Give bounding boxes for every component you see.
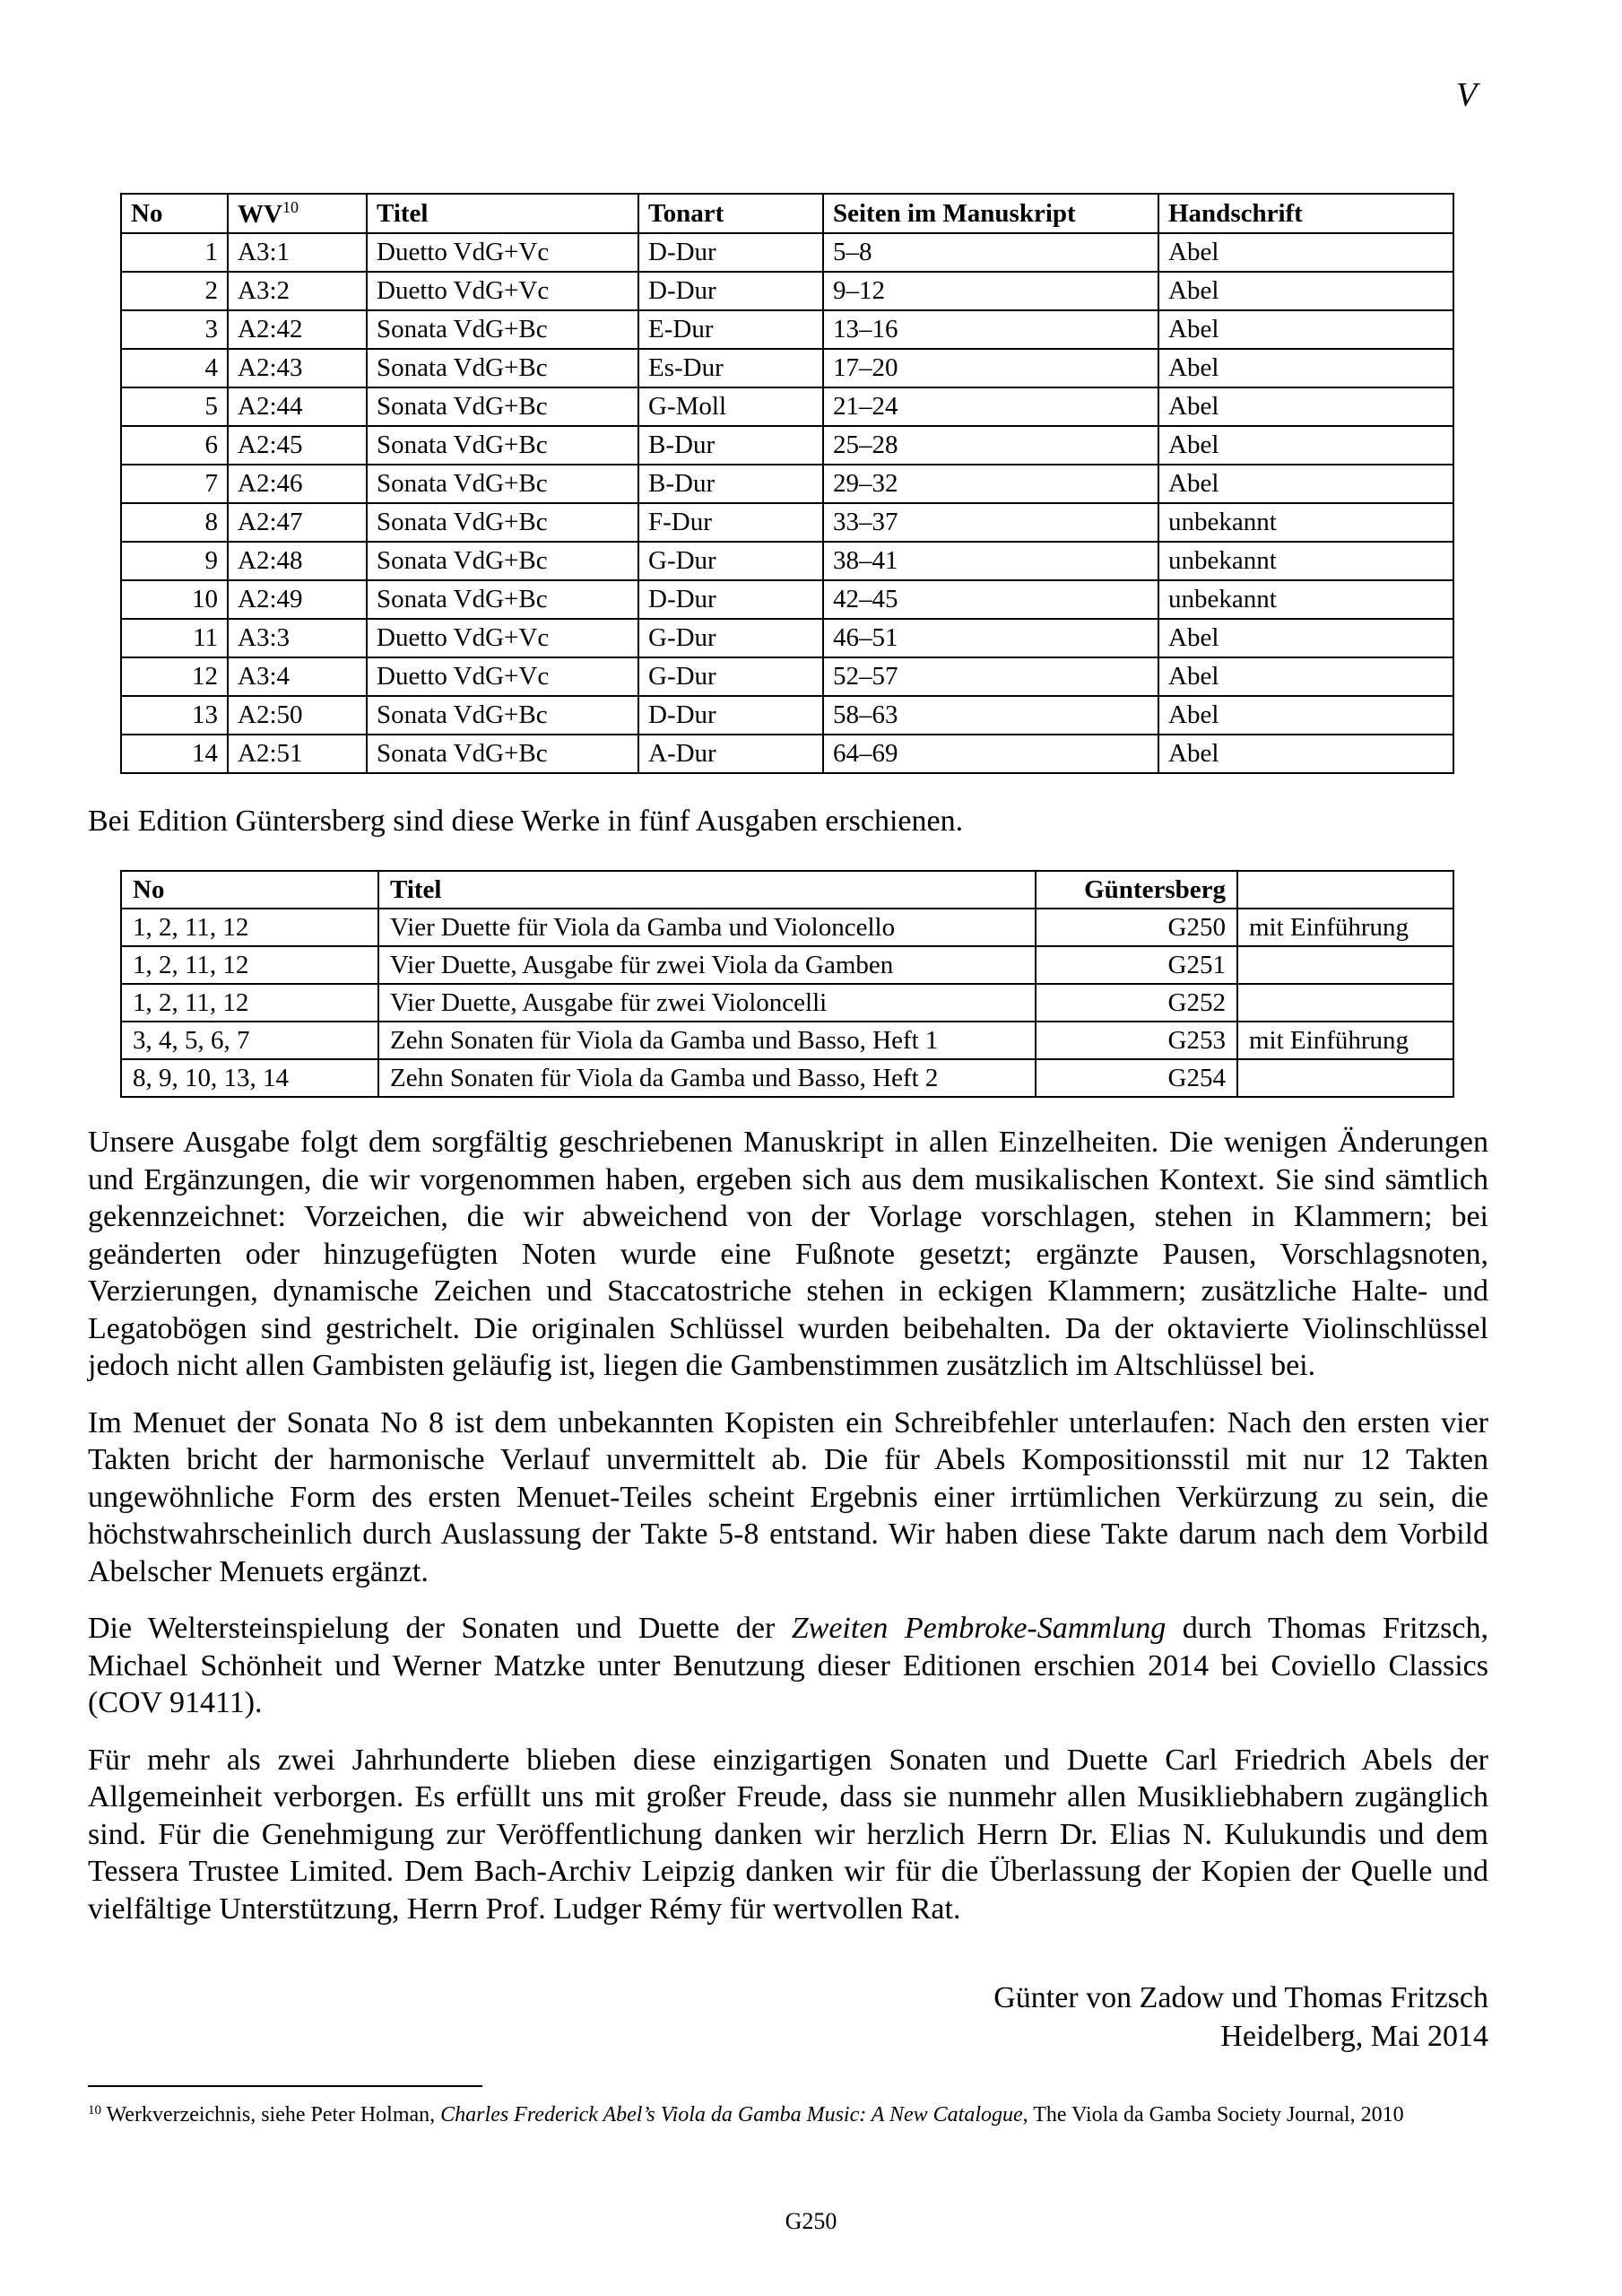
cell-handschrift: Abel [1158, 426, 1453, 465]
header-wv: WV$^{10}$ [228, 194, 367, 233]
cell-handschrift: unbekannt [1158, 542, 1453, 580]
cell-wv: A2:44 [228, 387, 367, 426]
cell-no: 2 [121, 272, 228, 310]
cell-seiten: 17–20 [823, 349, 1158, 387]
cell-titel: Sonata VdG+Bc [367, 465, 638, 503]
cell-handschrift: Abel [1158, 349, 1453, 387]
collection-title: Zweiten Pembroke-Sammlung [791, 1612, 1167, 1645]
cell-seiten: 13–16 [823, 310, 1158, 349]
cell-tonart: D-Dur [638, 696, 823, 735]
cell-seiten: 25–28 [823, 426, 1158, 465]
table-row [121, 619, 1453, 657]
cell-handschrift: Abel [1158, 272, 1453, 310]
cell-handschrift: Abel [1158, 233, 1453, 272]
editions-intro: Bei Edition Güntersberg sind diese Werke in fünf Ausgaben erschienen. [88, 804, 964, 838]
cell-titel: Duetto VdG+Vc [367, 233, 638, 272]
cell-handschrift: Abel [1158, 735, 1453, 773]
table-row [121, 696, 1453, 735]
table-row [121, 946, 1453, 984]
cell-handschrift: Abel [1158, 465, 1453, 503]
header-note [1237, 871, 1453, 909]
editions-table [120, 870, 1454, 1098]
cell-tonart: B-Dur [638, 465, 823, 503]
paragraph-menuet: Im Menuet der Sonata No 8 ist dem unbekannten Kopisten ein Schreibfehler unterlaufen: Nach den ersten vier Takten bricht der harmonische Verlauf unvermittelt ab. Die für Abels Kompositionsstil mit nur 12 Takten ungewöhnliche Form des ersten Menuet-Teiles scheint Ergebnis einer irrtümlichen Verkürzung zu sein, die höchstwahrscheinlich durch Auslassung der Takte 5-8 entstand. Wir haben diese Takte darum nach dem Vorbild Abelscher Menuets ergänzt. [88, 1405, 1488, 1588]
cell-titel: Vier Duette, Ausgabe für zwei Violoncelli [378, 984, 1036, 1022]
cell-seiten: 58–63 [823, 696, 1158, 735]
catalogue-title: Charles Frederick Abel’s Viola da Gamba Music: A New Catalogue [440, 2103, 1023, 2126]
paragraph-acknowledgements: Für mehr als zwei Jahrhunderte blieben diese einzigartigen Sonaten und Duette Carl Friedrich Abels der Allgemeinheit verborgen. Es erfüllt uns mit großer Freude, dass sie nunmehr allen Musikliebhabern zugänglich sind. Für die Genehmigung zur Veröffentlichung danken wir herzlich Herrn Dr. Elias N. Kulukundis und dem Tessera Trustee Limited. Dem Bach-Archiv Leipzig danken wir für die Überlassung der Kopien der Quelle und vielfältige Unterstützung, Herrn Prof. Ludger Rémy für wertvollen Rat. [88, 1743, 1488, 1926]
cell-handschrift: unbekannt [1158, 580, 1453, 619]
cell-note: mit Einführung [1237, 1022, 1453, 1059]
cell-no: 14 [121, 735, 228, 773]
cell-wv: A2:46 [228, 465, 367, 503]
cell-wv: A2:49 [228, 580, 367, 619]
table-row [121, 580, 1453, 619]
table-row [121, 503, 1453, 542]
table-row [121, 542, 1453, 580]
cell-titel: Sonata VdG+Bc [367, 503, 638, 542]
header-seiten: Seiten im Manuskript [823, 194, 1158, 233]
cell-no: 1, 2, 11, 12 [121, 984, 378, 1022]
cell-no: 8, 9, 10, 13, 14 [121, 1059, 378, 1097]
cell-wv: A2:43 [228, 349, 367, 387]
cell-seiten: 29–32 [823, 465, 1158, 503]
cell-tonart: D-Dur [638, 272, 823, 310]
header-handschrift: Handschrift [1158, 194, 1453, 233]
cell-no: 1 [121, 233, 228, 272]
header-titel: Titel [367, 194, 638, 233]
page-footer: G250 [785, 2208, 837, 2234]
cell-code: G250 [1036, 909, 1237, 946]
cell-titel: Duetto VdG+Vc [367, 619, 638, 657]
cell-titel: Sonata VdG+Bc [367, 426, 638, 465]
cell-titel: Sonata VdG+Bc [367, 696, 638, 735]
cell-handschrift: Abel [1158, 657, 1453, 696]
cell-no: 3 [121, 310, 228, 349]
cell-wv: A2:42 [228, 310, 367, 349]
cell-wv: A3:1 [228, 233, 367, 272]
body-text [88, 1124, 1488, 1947]
footnote-divider [88, 2085, 482, 2087]
table-row [121, 657, 1453, 696]
cell-tonart: G-Moll [638, 387, 823, 426]
cell-titel: Duetto VdG+Vc [367, 657, 638, 696]
cell-no: 1, 2, 11, 12 [121, 909, 378, 946]
cell-no: 8 [121, 503, 228, 542]
cell-wv: A3:3 [228, 619, 367, 657]
cell-titel: Sonata VdG+Bc [367, 310, 638, 349]
cell-tonart: Es-Dur [638, 349, 823, 387]
cell-wv: A2:47 [228, 503, 367, 542]
table-row [121, 465, 1453, 503]
cell-titel: Zehn Sonaten für Viola da Gamba und Basso, Heft 1 [378, 1022, 1036, 1059]
table-row [121, 909, 1453, 946]
cell-tonart: A-Dur [638, 735, 823, 773]
cell-tonart: G-Dur [638, 657, 823, 696]
cell-titel: Sonata VdG+Bc [367, 580, 638, 619]
cell-seiten: 64–69 [823, 735, 1158, 773]
cell-note [1237, 984, 1453, 1022]
works-table [120, 193, 1454, 774]
cell-seiten: 38–41 [823, 542, 1158, 580]
signature-place-date: Heidelberg, Mai 2014 [1220, 2020, 1488, 2053]
cell-no: 4 [121, 349, 228, 387]
cell-titel: Duetto VdG+Vc [367, 272, 638, 310]
cell-no: 13 [121, 696, 228, 735]
cell-titel: Sonata VdG+Bc [367, 735, 638, 773]
cell-tonart: G-Dur [638, 542, 823, 580]
table-row [121, 310, 1453, 349]
cell-wv: A2:51 [228, 735, 367, 773]
cell-no: 5 [121, 387, 228, 426]
cell-seiten: 52–57 [823, 657, 1158, 696]
signature [993, 1979, 1488, 2056]
editions-table-header [121, 871, 1453, 909]
header-tonart: Tonart [638, 194, 823, 233]
cell-no: 10 [121, 580, 228, 619]
header-no: No [121, 194, 228, 233]
cell-handschrift: Abel [1158, 387, 1453, 426]
cell-wv: A3:4 [228, 657, 367, 696]
cell-code: G254 [1036, 1059, 1237, 1097]
cell-note: mit Einführung [1237, 909, 1453, 946]
cell-titel: Sonata VdG+Bc [367, 542, 638, 580]
cell-seiten: 46–51 [823, 619, 1158, 657]
cell-seiten: 42–45 [823, 580, 1158, 619]
cell-note [1237, 1059, 1453, 1097]
cell-titel: Sonata VdG+Bc [367, 387, 638, 426]
cell-tonart: E-Dur [638, 310, 823, 349]
header-titel: Titel [378, 871, 1036, 909]
cell-tonart: D-Dur [638, 580, 823, 619]
cell-titel: Vier Duette, Ausgabe für zwei Viola da Gamben [378, 946, 1036, 984]
cell-handschrift: Abel [1158, 619, 1453, 657]
cell-no: 1, 2, 11, 12 [121, 946, 378, 984]
header-no: No [121, 871, 378, 909]
cell-code: G251 [1036, 946, 1237, 984]
header-guentersberg: Güntersberg [1036, 871, 1237, 909]
cell-titel: Zehn Sonaten für Viola da Gamba und Basso, Heft 2 [378, 1059, 1036, 1097]
cell-code: G252 [1036, 984, 1237, 1022]
cell-wv: A2:50 [228, 696, 367, 735]
table-row [121, 735, 1453, 773]
cell-no: 12 [121, 657, 228, 696]
table-row [121, 984, 1453, 1022]
table-row [121, 1022, 1453, 1059]
table-row [121, 426, 1453, 465]
table-row [121, 387, 1453, 426]
cell-handschrift: unbekannt [1158, 503, 1453, 542]
cell-titel: Sonata VdG+Bc [367, 349, 638, 387]
cell-no: 7 [121, 465, 228, 503]
footnote-ref: 10 [282, 197, 299, 216]
table-row [121, 233, 1453, 272]
cell-tonart: F-Dur [638, 503, 823, 542]
cell-titel: Vier Duette für Viola da Gamba und Violoncello [378, 909, 1036, 946]
page-number: V [1456, 76, 1478, 114]
footnote-number: 10 [88, 2103, 101, 2118]
cell-wv: A2:45 [228, 426, 367, 465]
cell-wv: A3:2 [228, 272, 367, 310]
cell-code: G253 [1036, 1022, 1237, 1059]
cell-no: 11 [121, 619, 228, 657]
cell-seiten: 33–37 [823, 503, 1158, 542]
cell-wv: A2:48 [228, 542, 367, 580]
cell-seiten: 9–12 [823, 272, 1158, 310]
cell-handschrift: Abel [1158, 696, 1453, 735]
cell-note [1237, 946, 1453, 984]
paragraph-edition-notes: Unsere Ausgabe folgt dem sorgfältig geschriebenen Manuskript in allen Einzelheiten. Die wenigen Änderungen und Ergänzungen, die wir vorgenommen haben, ergeben sich aus dem musikalischen Kontext. Sie sind sämtlich gekennzeichnet: Vorzeichen, die wir abweichend von der Vorlage vorschlagen, stehen in Klammern; bei geänderten oder hinzugefügten Noten wurde eine Fußnote gesetzt; ergänzte Pausen, Vorschlagsnoten, Verzierungen, dynamische Zeichen und Staccatostriche stehen in eckigen Klammern; zusätzliche Halte- und Legatobögen sind gestrichelt. Die originalen Schlüssel wurden beibehalten. Da der oktavierte Violinschlüssel jedoch nicht allen Gambisten geläufig ist, liegen die Gambenstimmen zusätzlich im Altschlüssel bei. [88, 1126, 1488, 1382]
cell-tonart: B-Dur [638, 426, 823, 465]
signature-names: Günter von Zadow und Thomas Fritzsch [993, 1981, 1488, 2014]
cell-tonart: G-Dur [638, 619, 823, 657]
cell-handschrift: Abel [1158, 310, 1453, 349]
footnote: $^{10}$ Werkverzeichnis, siehe Peter Holman, Charles Frederick Abel’s Viola da Gamba Music: A New Catalogue, The Viola da Gamba Society Journal, 2010 [88, 2103, 1404, 2126]
cell-no: 6 [121, 426, 228, 465]
cell-tonart: D-Dur [638, 233, 823, 272]
cell-seiten: 5–8 [823, 233, 1158, 272]
cell-seiten: 21–24 [823, 387, 1158, 426]
cell-no: 9 [121, 542, 228, 580]
table-row [121, 1059, 1453, 1097]
table-row [121, 272, 1453, 310]
works-table-header [121, 194, 1453, 233]
table-row [121, 349, 1453, 387]
cell-no: 3, 4, 5, 6, 7 [121, 1022, 378, 1059]
paragraph-recording: Die Weltersteinspielung der Sonaten und Duette der Zweiten Pembroke-Sammlung durch Thomas Fritzsch, Michael Schönheit und Werner Matzke unter Benutzung dieser Editionen erschien 2014 bei Coviello Classics (COV 91411). [88, 1612, 1488, 1719]
